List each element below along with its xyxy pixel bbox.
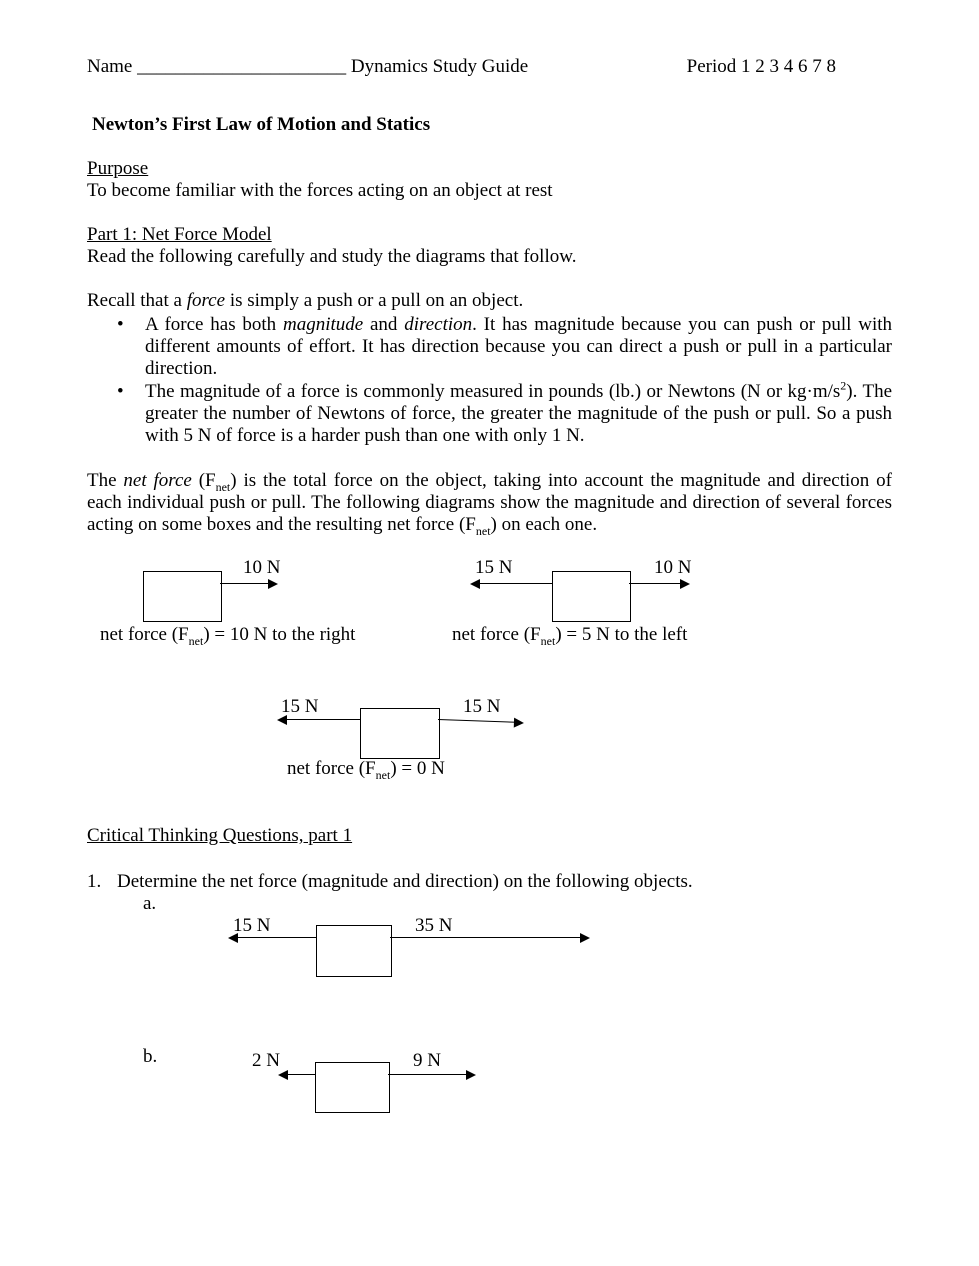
subscript-net: net [188, 633, 204, 648]
force-arrow-right-icon [629, 578, 690, 589]
subscript-net: net [540, 633, 556, 648]
bullet-icon: • [117, 314, 124, 335]
force-label: 10 N [243, 557, 281, 578]
section-title: Newton’s First Law of Motion and Statics [92, 114, 431, 135]
part1-body: Read the following carefully and study the diagrams that follow. [87, 246, 577, 267]
header-left [87, 56, 528, 78]
force-label: 15 N [463, 696, 501, 717]
sub-question-b-label: b. [143, 1046, 158, 1067]
bullet-item-2 [87, 378, 892, 447]
sub-question-a-label: a. [143, 893, 157, 914]
bullet-item-1 [87, 314, 892, 380]
force-arrow-right-icon [220, 578, 278, 589]
bullet-2-text: The magnitude of a force is commonly measured in pounds (lb.) or Newtons (N or $kg\cdot m/s^2$). The greater the number of Newtons of force, the greater the magnitude of the push or pull. So a push with 5 N of force is a harder push than one with only 1 N. [145, 378, 892, 446]
bullet-icon: • [117, 381, 124, 402]
force-label: 35 N [415, 915, 453, 936]
subscript-net: net [215, 479, 231, 494]
force-arrow-left-icon [470, 578, 552, 589]
force-label: 2 N [252, 1050, 280, 1071]
net-force-caption-3: net force $(F_{net}) = 0$ N [287, 758, 445, 782]
force-label: 15 N [281, 696, 319, 717]
force-box [360, 708, 440, 759]
force-arrow-left-icon [228, 932, 316, 943]
question-1 [87, 871, 693, 893]
question-text: Determine the net force (magnitude and direction) on the following objects. [117, 871, 693, 892]
doc-title: Dynamics Study Guide [350, 56, 529, 77]
force-box [315, 1062, 390, 1113]
purpose-heading: Purpose [87, 158, 149, 179]
period-options: Period 1 2 3 4 6 7 8 [686, 56, 836, 77]
force-box [552, 571, 631, 622]
superscript-2: 2 [840, 378, 847, 393]
net-force-caption-1: net force $(F_{net}) = 10$ N to the right [100, 624, 356, 648]
force-label: 9 N [413, 1050, 441, 1071]
bullet-1-text: A force has both magnitude and direction. It has magnitude because you can push or pull with different amounts of effort. It has direction because you can direct a push or pull in a particular direction. [145, 314, 893, 379]
force-label: 15 N [233, 915, 271, 936]
force-box [316, 925, 392, 977]
question-number: 1. [87, 871, 102, 892]
force-arrow-left-icon [278, 1069, 315, 1080]
force-label: 15 N [475, 557, 513, 578]
page-header [87, 56, 836, 78]
force-box [143, 571, 222, 622]
subscript-net: net [375, 767, 391, 782]
net-force-caption-2: net force $(F_{net}) = 5$ N to the left [452, 624, 688, 648]
purpose-body: To become familiar with the forces acting on an object at rest [87, 180, 553, 201]
force-arrow-left-icon [277, 714, 360, 725]
part1-heading: Part 1: Net Force Model [87, 224, 272, 245]
net-force-paragraph: The net force $(F_{net})$ is the total force on the object, taking into account the magnitude and direction of each individual push or pull. The following diagrams show the magnitude and direction of several forces acting on some boxes and the resulting net force $(F_{net})$ on each one. [87, 470, 892, 538]
critical-thinking-heading: Critical Thinking Questions, part 1 [87, 825, 353, 846]
name-blank-line: Name ______________________ [87, 56, 347, 77]
recall-line: Recall that a force is simply a push or a pull on an object. [87, 290, 524, 311]
subscript-net: net [475, 523, 491, 538]
force-label: 10 N [654, 557, 692, 578]
